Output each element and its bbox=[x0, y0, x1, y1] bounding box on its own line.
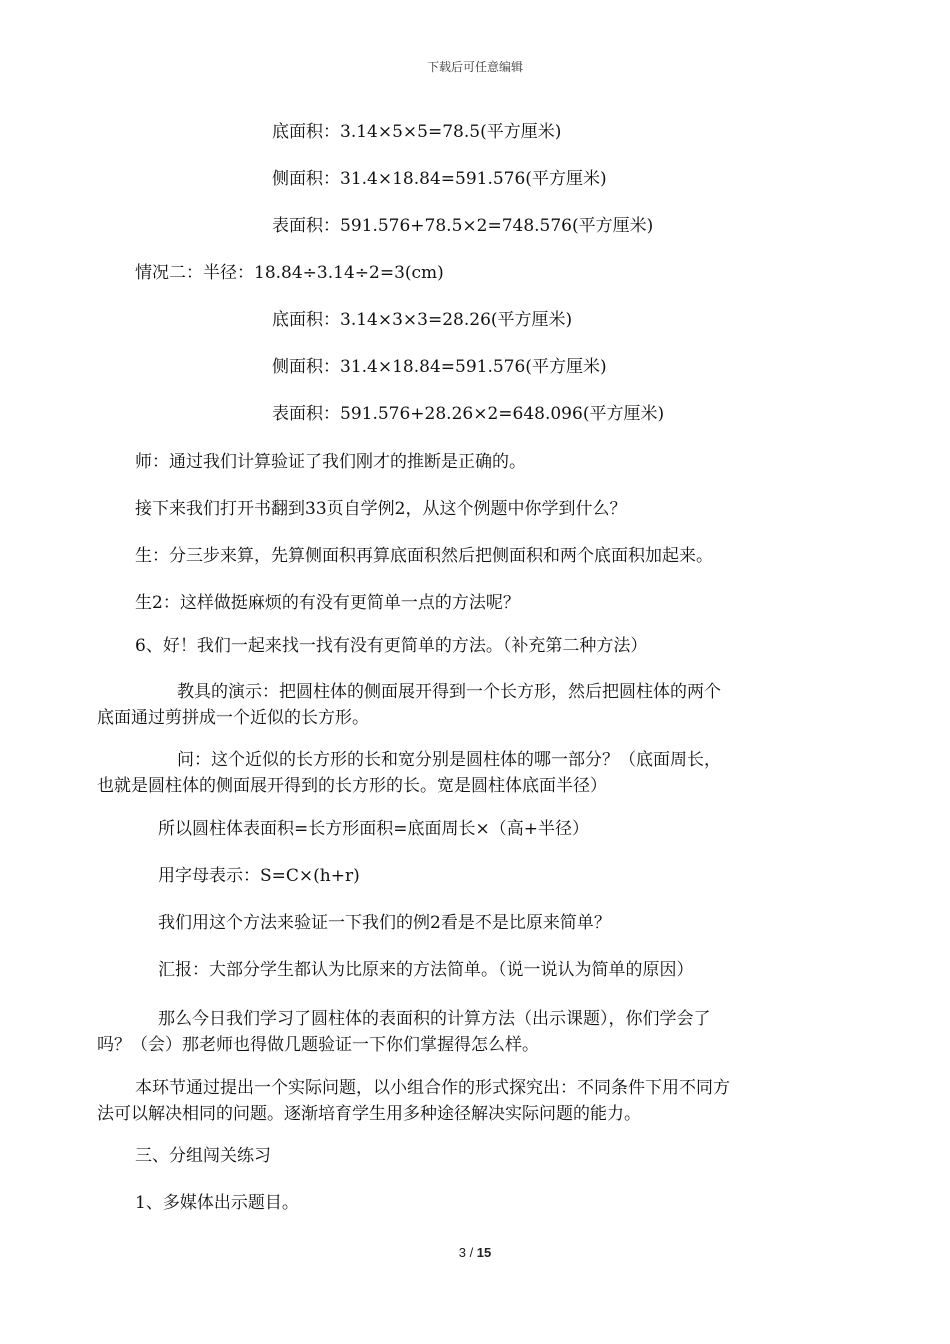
lateral-area-line-2: 侧面积：31.4×18.84=591.576(平方厘米) bbox=[272, 357, 607, 377]
demo-paragraph bbox=[97, 679, 802, 731]
student-answer-1: 生：分三步来算，先算侧面积再算底面积然后把侧面积和两个底面积加起来。 bbox=[135, 546, 713, 566]
letter-formula-line: 用字母表示：S=C×(h+r) bbox=[158, 866, 360, 886]
surface-area-line-2: 表面积：591.576+28.26×2=648.096(平方厘米) bbox=[272, 404, 665, 424]
summary-paragraph-line-2: 吗？（会）那老师也得做几题验证一下你们掌握得怎么样。 bbox=[97, 1035, 539, 1055]
step-six-line: 6、好！我们一起来找一找有没有更简单的方法。（补充第二种方法） bbox=[135, 636, 648, 656]
section-three-heading: 三、分组闯关练习 bbox=[135, 1146, 271, 1166]
demo-paragraph-line-2: 底面通过剪拼成一个近似的长方形。 bbox=[97, 708, 369, 728]
page-header: 下载后可任意编辑 bbox=[426, 60, 523, 74]
summary-paragraph-line-1: 那么今日我们学习了圆柱体的表面积的计算方法（出示课题），你们学会了 bbox=[158, 1009, 711, 1029]
total-pages: 15 bbox=[476, 1245, 492, 1260]
base-area-line-2: 底面积：3.14×3×3=28.26(平方厘米) bbox=[272, 310, 573, 330]
report-line: 汇报：大部分学生都认为比原来的方法简单。（说一说认为简单的原因） bbox=[158, 960, 694, 980]
page-separator: / bbox=[465, 1245, 477, 1260]
lateral-area-line-1: 侧面积：31.4×18.84=591.576(平方厘米) bbox=[272, 169, 607, 189]
reflection-paragraph-line-2: 法可以解决相同的问题。逐渐培育学生用多种途径解决实际问题的能力。 bbox=[97, 1104, 641, 1124]
surface-area-line-1: 表面积：591.576+78.5×2=748.576(平方厘米) bbox=[272, 216, 654, 236]
current-page: 3 bbox=[458, 1245, 466, 1260]
reflection-paragraph-line-1: 本环节通过提出一个实际问题，以小组合作的形式探究出：不同条件下用不同方 bbox=[135, 1078, 730, 1098]
case-two-radius-line: 情况二：半径：18.84÷3.14÷2=3(cm) bbox=[135, 263, 444, 283]
question-paragraph-line-1: 问：这个近似的长方形的长和宽分别是圆柱体的哪一部分？（底面周长， bbox=[177, 750, 721, 770]
summary-paragraph bbox=[97, 1006, 802, 1058]
teacher-statement: 师：通过我们计算验证了我们刚才的推断是正确的。 bbox=[135, 452, 526, 472]
question-paragraph-line-2: 也就是圆柱体的侧面展开得到的长方形的长。宽是圆柱体底面半径） bbox=[97, 776, 607, 796]
question-paragraph bbox=[97, 747, 802, 799]
formula-line: 所以圆柱体表面积=长方形面积=底面周长×（高+半径） bbox=[158, 819, 589, 839]
exercise-one-line: 1、多媒体出示题目。 bbox=[135, 1193, 299, 1213]
textbook-instruction: 接下来我们打开书翻到33页自学例2，从这个例题中你学到什么？ bbox=[135, 499, 627, 519]
demo-paragraph-line-1: 教具的演示：把圆柱体的侧面展开得到一个长方形，然后把圆柱体的两个 bbox=[177, 682, 721, 702]
verify-line: 我们用这个方法来验证一下我们的例2看是不是比原来简单？ bbox=[158, 913, 611, 933]
base-area-line-1: 底面积：3.14×5×5=78.5(平方厘米) bbox=[272, 122, 562, 142]
page-number bbox=[0, 1245, 950, 1260]
student-answer-2: 生2：这样做挺麻烦的有没有更简单一点的方法呢？ bbox=[135, 593, 520, 613]
reflection-paragraph bbox=[97, 1075, 802, 1127]
